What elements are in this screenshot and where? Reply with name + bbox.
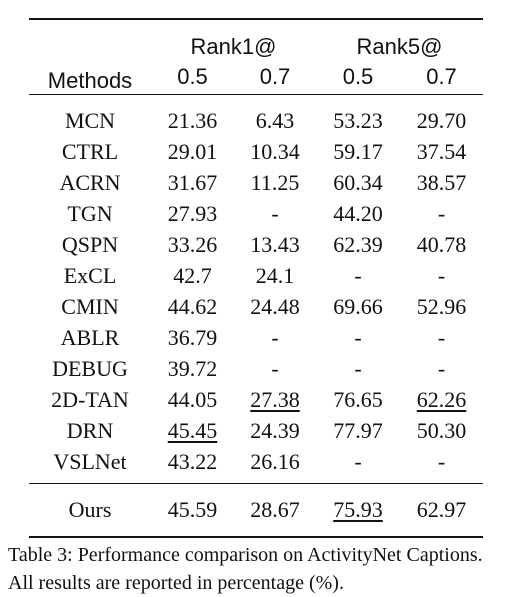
value-cell-best: 77.97 [333,418,383,443]
method-cell: CMIN [61,294,119,319]
value-cell: 24.48 [250,294,300,319]
value-cell: - [437,201,446,226]
rank1-iou-0.5-header: 0.5 [177,64,208,89]
value-cell: - [437,356,446,381]
value-cell: 60.34 [333,170,383,195]
method-cell: ACRN [59,170,121,195]
value-cell: 24.39 [250,418,300,443]
method-cell: QSPN [61,232,119,257]
method-cell: ExCL [63,263,117,288]
rank5-header: Rank5@ [356,34,443,59]
value-cell: 6.43 [255,108,295,133]
value-cell: - [437,449,446,474]
value-cell: 37.54 [416,139,467,164]
value-cell: 62.39 [333,232,383,257]
value-cell: 59.17 [333,139,383,164]
method-cell: MCN [64,108,116,133]
value-cell: - [354,325,362,350]
value-cell: 36.79 [167,325,218,350]
value-cell: - [354,263,362,288]
table-row [29,95,483,137]
value-cell-best: 45.59 [167,497,218,522]
value-cell: 42.7 [173,263,212,288]
value-cell-second-best: 45.45 [167,418,218,443]
value-cell: 27.93 [167,201,218,226]
value-cell: 13.43 [250,232,300,257]
table-row [29,136,483,167]
value-cell: 33.26 [167,232,218,257]
value-cell: 38.57 [416,170,467,195]
value-cell: 11.25 [250,170,300,195]
value-cell: - [437,325,446,350]
value-cell: 52.96 [416,294,467,319]
rank1-iou-0.7-header: 0.7 [259,64,291,89]
value-cell: 10.34 [250,139,300,164]
value-cell: 29.01 [167,139,218,164]
value-cell-best: 62.97 [416,497,467,522]
value-cell: 40.78 [416,232,467,257]
rank5-iou-0.5-header: 0.5 [342,64,374,89]
method-cell: 2D-TAN [51,387,129,412]
value-cell-second-best: 62.26 [416,387,467,412]
table-row [29,167,483,198]
method-cell: DRN [66,418,114,443]
table-row [29,322,483,353]
table-row [29,260,483,291]
table-caption: Table 3: Performance comparison on ActivityNet Captions. All results are reported in percentage (%). [8,544,483,594]
value-cell: - [271,325,279,350]
value-cell: 50.30 [416,418,467,443]
value-cell-best: 28.67 [250,497,300,522]
table-row [29,229,483,260]
value-cell: 21.36 [167,108,218,133]
value-cell: 26.16 [250,449,300,474]
value-cell: 29.70 [416,108,467,133]
method-cell: DEBUG [52,356,128,381]
value-cell: 39.72 [167,356,218,381]
value-cell: 69.66 [333,294,383,319]
rank1-header: Rank1@ [190,34,277,59]
value-cell: 44.05 [167,387,218,412]
method-cell: VSLNet [53,449,127,474]
value-cell: - [437,263,446,288]
table-row [29,198,483,229]
table-row [29,446,483,484]
methods-header: Methods [47,68,133,93]
table-row [29,384,483,415]
value-cell: - [354,449,362,474]
rank5-iou-0.7-header: 0.7 [426,64,457,89]
value-cell: 44.62 [167,294,218,319]
ours-row [29,484,483,538]
value-cell: 24.1 [255,263,295,288]
value-cell-second-best: 27.38 [250,387,300,412]
value-cell: - [271,201,279,226]
value-cell: 31.67 [167,170,218,195]
method-cell: ABLR [60,325,120,350]
value-cell: 43.22 [167,449,218,474]
method-cell: Ours [68,497,112,522]
value-cell: 53.23 [333,108,383,133]
method-cell: CTRL [61,139,119,164]
value-cell-second-best: 75.93 [333,497,383,522]
table-row [29,291,483,322]
table-row [29,353,483,384]
table-row [29,415,483,446]
value-cell: 76.65 [333,387,383,412]
results-table [29,18,483,538]
value-cell: 44.20 [333,201,383,226]
value-cell: - [354,356,362,381]
value-cell: - [271,356,279,381]
method-cell: TGN [67,201,113,226]
